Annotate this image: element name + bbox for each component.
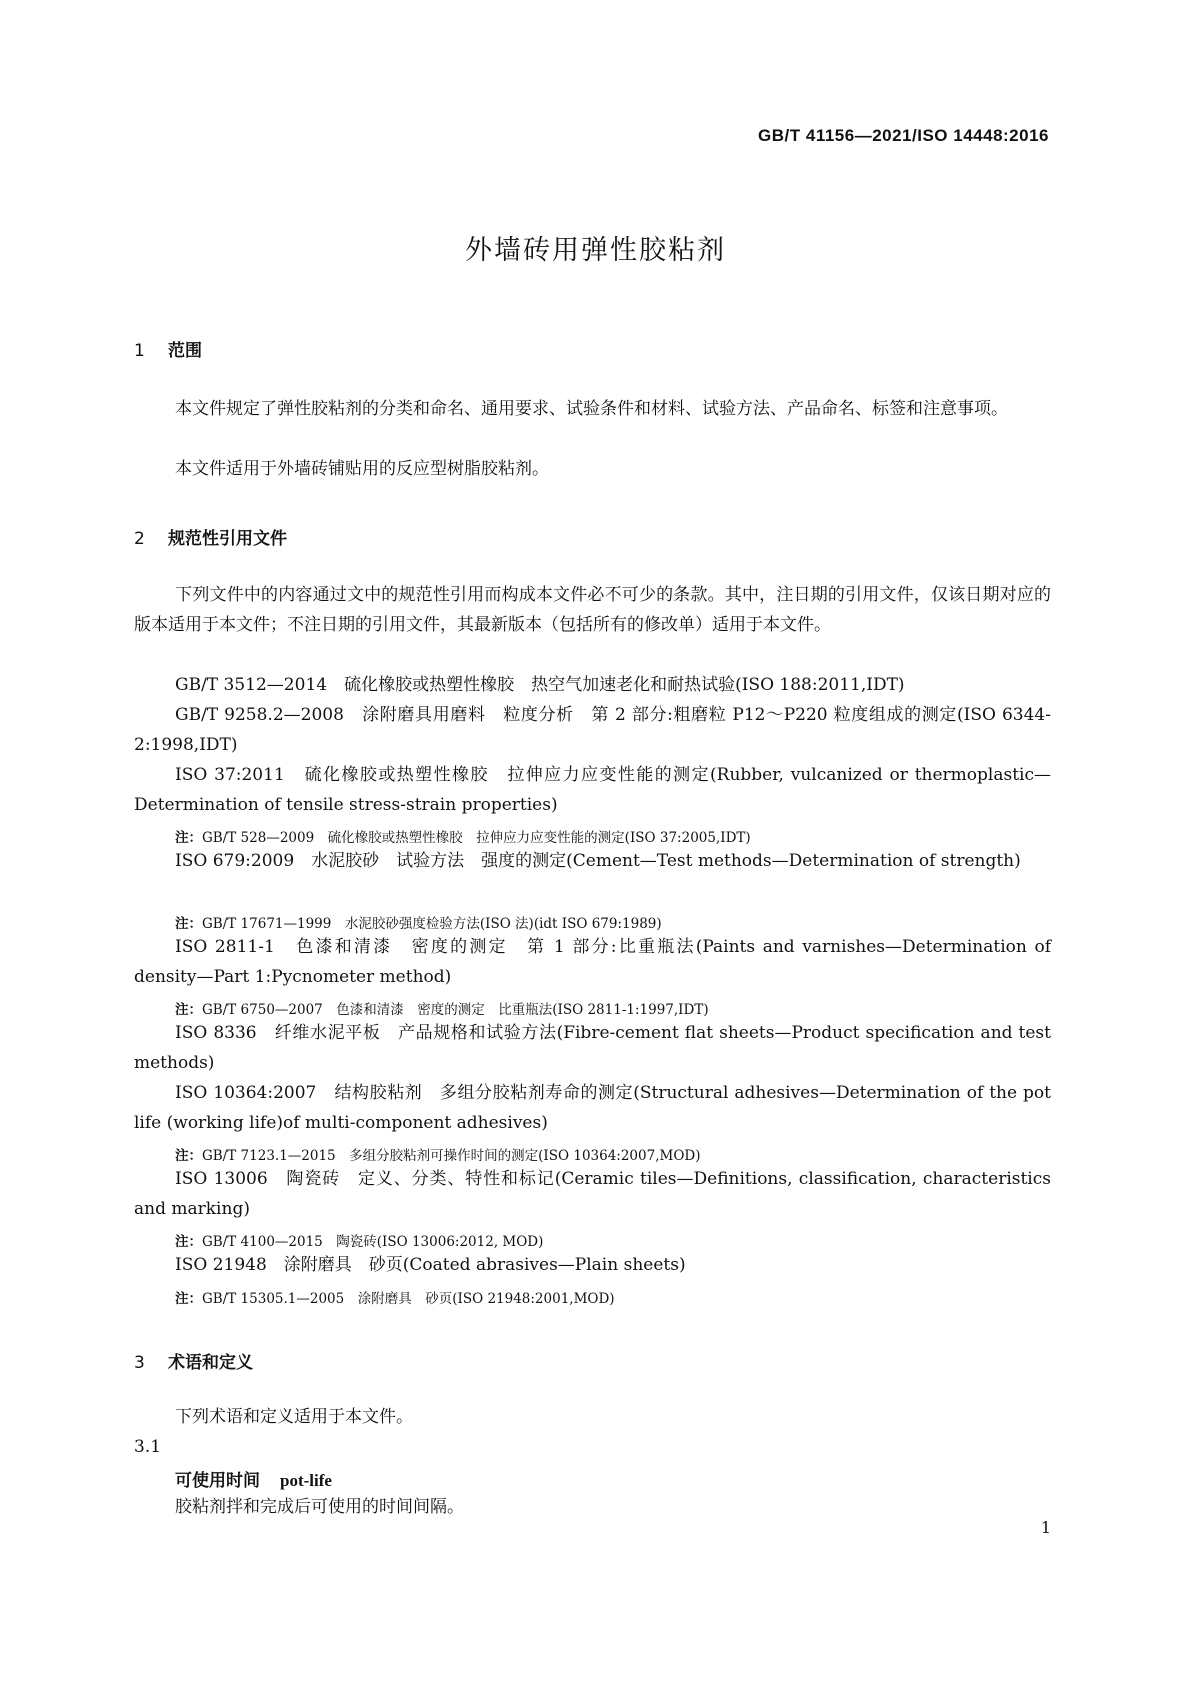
term-number: 3.1 <box>134 1437 162 1457</box>
reference-item: ISO 2811-1 色漆和清漆 密度的测定 第 1 部分:比重瓶法(Paints and varnishes—Determination of density—Part 1:Pycnometer method) <box>134 937 1051 987</box>
term-chinese: 可使用时间 <box>175 1471 260 1491</box>
section-2-heading <box>134 524 287 549</box>
document-title: 外墙砖用弹性胶粘剂 <box>465 235 726 266</box>
section-3-heading <box>134 1348 253 1373</box>
reference-item: GB/T 9258.2—2008 涂附磨具用磨料 粒度分析 第 2 部分:粗磨粒 P12～P220 粒度组成的测定(ISO 6344-2:1998,IDT) <box>134 705 1051 755</box>
reference-note: 注：GB/T 15305.1—2005 涂附磨具 砂页(ISO 21948:2001,MOD) <box>175 1291 615 1307</box>
section-1-number: 1 <box>134 341 145 361</box>
reference-item: ISO 10364:2007 结构胶粘剂 多组分胶粘剂寿命的测定(Structural adhesives—Determination of the pot life (working life)of multi-component adhesives) <box>134 1083 1051 1133</box>
section-3-title: 术语和定义 <box>168 1353 253 1373</box>
term-definition: 胶粘剂拌和完成后可使用的时间间隔。 <box>175 1497 464 1517</box>
section-3-number: 3 <box>134 1353 145 1373</box>
reference-note: 注：GB/T 4100—2015 陶瓷砖(ISO 13006:2012, MOD) <box>175 1234 544 1250</box>
reference-item: ISO 37:2011 硫化橡胶或热塑性橡胶 拉伸应力应变性能的测定(Rubber, vulcanized or thermoplastic—Determination of tensile stress-strain properties) <box>134 765 1051 815</box>
standard-number: GB/T 41156—2021/ISO 14448:2016 <box>758 126 1049 145</box>
reference-note: 注：GB/T 6750—2007 色漆和清漆 密度的测定 比重瓶法(ISO 2811-1:1997,IDT) <box>175 1002 709 1018</box>
section-1-title: 范围 <box>168 341 202 361</box>
page-number: 1 <box>1040 1518 1051 1537</box>
section-2-intro: 下列文件中的内容通过文中的规范性引用而构成本文件必不可少的条款。其中，注日期的引用文件，仅该日期对应的版本适用于本文件；不注日期的引用文件，其最新版本（包括所有的修改单）适用于本文件。 <box>134 585 1051 635</box>
reference-item: ISO 8336 纤维水泥平板 产品规格和试验方法(Fibre-cement flat sheets—Product specification and test methods) <box>134 1023 1051 1073</box>
section-1-heading <box>134 336 202 361</box>
section-2-title: 规范性引用文件 <box>168 529 287 549</box>
reference-note: 注：GB/T 528—2009 硫化橡胶或热塑性橡胶 拉伸应力应变性能的测定(ISO 37:2005,IDT) <box>175 830 751 846</box>
reference-item: ISO 13006 陶瓷砖 定义、分类、特性和标记(Ceramic tiles—Definitions, classification, characteristics and marking) <box>134 1169 1051 1219</box>
term-entry <box>175 1466 332 1491</box>
term-english: pot-life <box>280 1471 332 1490</box>
reference-note: 注：GB/T 7123.1—2015 多组分胶粘剂可操作时间的测定(ISO 10364:2007,MOD) <box>175 1148 701 1164</box>
section-1-paragraph-1: 本文件规定了弹性胶粘剂的分类和命名、通用要求、试验条件和材料、试验方法、产品命名、标签和注意事项。 <box>175 399 1008 419</box>
reference-item: GB/T 3512—2014 硫化橡胶或热塑性橡胶 热空气加速老化和耐热试验(ISO 188:2011,IDT) <box>175 675 905 695</box>
section-3-intro: 下列术语和定义适用于本文件。 <box>175 1407 413 1427</box>
section-1-paragraph-2: 本文件适用于外墙砖铺贴用的反应型树脂胶粘剂。 <box>175 459 549 479</box>
reference-item: ISO 679:2009 水泥胶砂 试验方法 强度的测定(Cement—Test methods—Determination of strength) <box>175 851 1021 871</box>
reference-note: 注：GB/T 17671—1999 水泥胶砂强度检验方法(ISO 法)(idt ISO 679:1989) <box>175 916 662 932</box>
section-2-number: 2 <box>134 529 145 549</box>
reference-item: ISO 21948 涂附磨具 砂页(Coated abrasives—Plain sheets) <box>175 1255 686 1275</box>
